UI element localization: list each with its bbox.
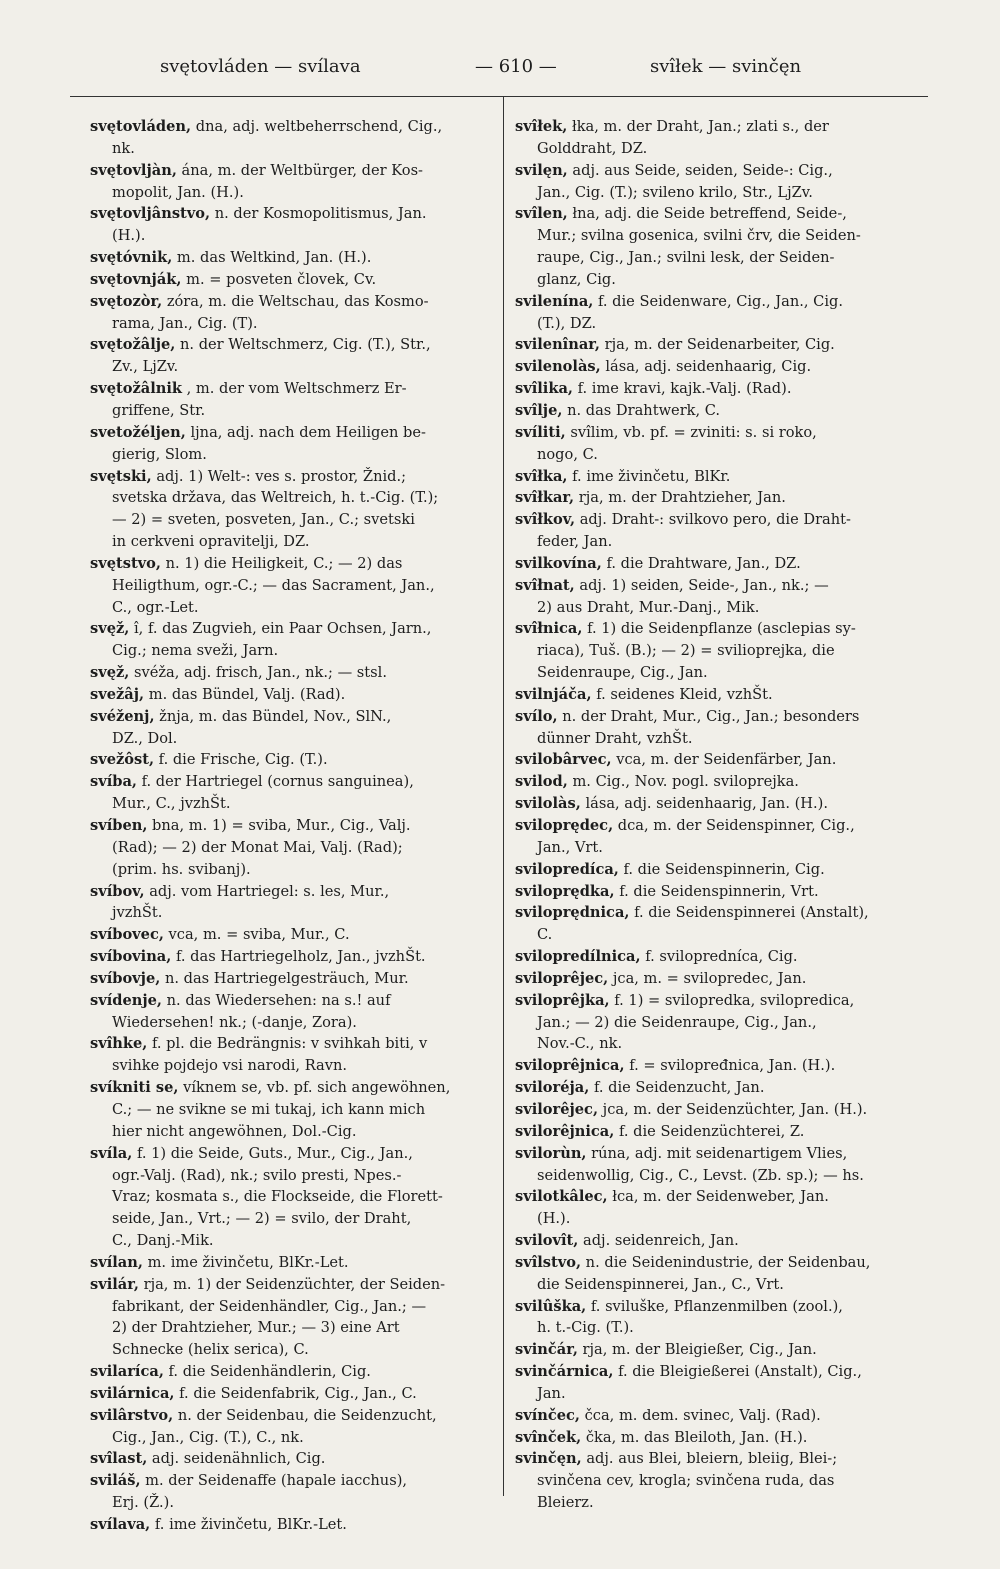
entry-headword: svíben, <box>90 817 148 834</box>
entry-headword: svílan, <box>90 1253 143 1271</box>
entry-definition: m. das Weltkind, Jan. (H.). <box>172 249 372 267</box>
entry-definition: łka, m. der Draht, Jan.; zlati s., der Golddraht, DZ. <box>537 118 829 157</box>
dictionary-entry <box>515 487 933 509</box>
entry-definition: f. die Seidenspinnerin, Vrt. <box>614 882 819 900</box>
dictionary-entry <box>515 1055 933 1077</box>
entry-definition: n. die Seidenindustrie, der Seidenbau, die Seidenspinnerei, Jan., C., Vrt. <box>537 1253 871 1293</box>
dictionary-entry <box>90 1470 490 1514</box>
dictionary-entry <box>90 1252 490 1274</box>
entry-definition: n. das Wiedersehen: na s.! auf Wiedersehen! nk.; (-danje, Zora). <box>112 991 391 1031</box>
entry-headword: svîłnat, <box>515 576 575 594</box>
column-divider <box>503 96 504 1496</box>
dictionary-entry <box>90 662 490 684</box>
entry-definition: n. 1) die Heiligkeit, C.; — 2) das Heiligthum, ogr.-C.; — das Sacrament, Jan., C., ogr.-Let. <box>112 554 435 616</box>
dictionary-entry <box>515 618 933 684</box>
entry-definition: n. das Hartriegelgesträuch, Mur. <box>160 969 409 987</box>
entry-headword: svilár, <box>90 1275 139 1293</box>
entry-headword: svilârstvo, <box>90 1406 174 1424</box>
entry-definition: jca, m. = svilopredec, Jan. <box>608 969 807 987</box>
dictionary-entry <box>515 1099 933 1121</box>
entry-headword: svîlstvo, <box>515 1253 582 1271</box>
entry-definition: f. die Seidenspinnerei (Anstalt), C. <box>537 904 869 944</box>
entry-headword: sviloprêjnica, <box>515 1057 625 1075</box>
dictionary-entry <box>90 618 490 662</box>
dictionary-entry <box>90 334 490 378</box>
entry-headword: svinčár, <box>515 1341 578 1359</box>
dictionary-entry <box>515 749 933 771</box>
dictionary-entry <box>90 1361 490 1383</box>
entry-definition: , m. der vom Weltschmerz Er- griffene, Str. <box>112 380 407 419</box>
entry-headword: svętožâlnik <box>90 380 183 398</box>
entry-headword: svîlast, <box>90 1450 148 1468</box>
entry-definition: f. ime živinčetu, BlKr.-Let. <box>150 1516 347 1533</box>
entry-definition: f. die Seidenware, Cig., Jan., Cig. (T.), DZ. <box>537 292 843 332</box>
entry-definition: m. der Seidenaffe (hapale iacchus), Erj. (Ž.). <box>112 1472 408 1512</box>
entry-headword: sviloréja, <box>515 1079 590 1097</box>
dictionary-entry <box>515 1427 933 1449</box>
entry-definition: čka, m. das Bleiloth, Jan. (H.). <box>581 1428 808 1446</box>
entry-headword: svîlen, <box>515 205 568 223</box>
dictionary-entry <box>515 356 933 378</box>
dictionary-entry <box>90 1514 490 1536</box>
entry-headword: svíbov, <box>90 882 145 900</box>
entry-definition: f. pl. die Bedrängnis: v svihkah biti, v svihke pojdejo vsi narodi, Ravn. <box>112 1035 428 1075</box>
entry-definition: rja, m. der Drahtzieher, Jan. <box>574 489 786 507</box>
header-rule <box>70 96 928 97</box>
entry-headword: svîłkov, <box>515 511 576 529</box>
dictionary-entry <box>90 116 490 160</box>
entry-definition: n. der Weltschmerz, Cig. (T.), Str., Zv., LjZv. <box>112 336 431 376</box>
entry-headword: svîłnica, <box>515 620 583 638</box>
dictionary-entry <box>90 1405 490 1449</box>
dictionary-entry <box>515 378 933 400</box>
header-left-guideword: svętovláden — svílava <box>160 56 361 77</box>
entry-definition: f. sviluške, Pflanzenmilben (zool.), h. t.-Cig. (T.). <box>537 1297 843 1337</box>
header-right-guideword: svîłek — svinčęn <box>650 56 802 77</box>
entry-headword: sviloprędec, <box>515 817 614 834</box>
entry-definition: svéža, adj. frisch, Jan., nk.; — stsl. <box>129 664 387 682</box>
entry-headword: svętovláden, <box>90 118 192 135</box>
dictionary-entry <box>90 269 490 291</box>
entry-definition: f. ime živinčetu, BlKr. <box>567 467 731 485</box>
dictionary-entry <box>515 509 933 553</box>
dictionary-entry <box>90 946 490 968</box>
entry-definition: zóra, m. die Weltschau, das Kosmo- rama, Jan., Cig. (T). <box>112 292 429 332</box>
entry-headword: svilotkâlec, <box>515 1188 608 1206</box>
entry-headword: svílava, <box>90 1516 151 1533</box>
entry-definition: adj. 1) Welt-: ves s. prostor, Žnid.; svetska država, das Weltreich, h. t.-Cig. (T.); — 2) = sveten, posveten, Jan., C.; svetski in cerkveni opravitelji, DZ. <box>112 467 439 551</box>
entry-definition: bna, m. 1) = sviba, Mur., Cig., Valj. (Rad); — 2) der Monat Mai, Valj. (Rad); (prim. hs. svibanj). <box>112 817 411 878</box>
dictionary-entry <box>90 815 490 881</box>
entry-definition: f. die Drahtware, Jan., DZ. <box>601 554 801 572</box>
dictionary-entry <box>515 793 933 815</box>
entry-definition: m. das Bündel, Valj. (Rad). <box>144 685 346 703</box>
dictionary-entry <box>515 968 933 990</box>
dictionary-entry <box>515 902 933 946</box>
dictionary-entry <box>515 422 933 466</box>
dictionary-entry <box>515 859 933 881</box>
entry-headword: sviloprêjec, <box>515 969 609 987</box>
entry-headword: svęž, <box>90 664 130 682</box>
dictionary-entry <box>90 1033 490 1077</box>
entry-headword: svilęn, <box>515 161 568 179</box>
entry-headword: svilnjáča, <box>515 685 592 703</box>
dictionary-entry <box>515 1448 933 1514</box>
entry-definition: f. die Seidenzüchterei, Z. <box>614 1122 805 1140</box>
dictionary-entry <box>515 815 933 859</box>
entry-definition: f. 1) = svilopredka, svilopredica, Jan.; — 2) die Seidenraupe, Cig., Jan., Nov.-C., nk. <box>537 991 855 1053</box>
entry-headword: svîłkar, <box>515 489 575 507</box>
entry-definition: rúna, adj. mit seidenartigem Vlies, seidenwollig, Cig., C., Levst. (Zb. sp.); — hs. <box>537 1144 864 1184</box>
dictionary-entry <box>90 771 490 815</box>
entry-headword: svilolàs, <box>515 795 581 813</box>
entry-definition: vca, m. = sviba, Mur., C. <box>163 926 350 944</box>
entry-definition: m. Cig., Nov. pogl. sviloprejka. <box>567 773 799 791</box>
entry-definition: f. svilopredníca, Cig. <box>640 948 798 966</box>
entry-definition: víknem se, vb. pf. sich angewöhnen, C.; — ne svikne se mi tukaj, ich kann mich hier nicht angewöhnen, Dol.-Cig. <box>112 1079 451 1140</box>
entry-headword: svętovljânstvo, <box>90 205 211 223</box>
dictionary-entry <box>515 553 933 575</box>
entry-definition: f. 1) die Seidenpflanze (asclepias sy- riaca), Tuš. (B.); — 2) = svilioprejka, die Seidenraupe, Cig., Jan. <box>537 620 856 682</box>
dictionary-entry <box>90 378 490 422</box>
entry-definition: vca, m. der Seidenfärber, Jan. <box>611 751 837 769</box>
entry-headword: svídenje, <box>90 991 162 1009</box>
entry-definition: adj. aus Seide, seiden, Seide-: Cig., Jan., Cig. (T.); svileno krilo, Str., LjZv. <box>537 161 833 201</box>
dictionary-entry <box>515 946 933 968</box>
entry-headword: svilaríca, <box>90 1363 164 1381</box>
entry-headword: svîhke, <box>90 1035 148 1053</box>
entry-headword: svilopredíca, <box>515 860 619 878</box>
entry-headword: svežâj, <box>90 685 145 703</box>
dictionary-entry <box>90 1448 490 1470</box>
entry-headword: svinčárnica, <box>515 1363 614 1381</box>
entry-definition: łna, adj. die Seide betreffend, Seide-, Mur.; svilna gosenica, svilni črv, die Seiden- raupe, Cig., Jan.; svilni lesk, der Seiden- glanz, Cig. <box>537 205 861 288</box>
entry-headword: svíliti, <box>515 423 566 441</box>
entry-definition: žnja, m. das Bündel, Nov., SlN., DZ., Dol. <box>112 707 392 747</box>
entry-headword: svíla, <box>90 1144 133 1162</box>
dictionary-entry <box>515 575 933 619</box>
dictionary-entry <box>515 1121 933 1143</box>
entry-headword: svîłka, <box>515 467 568 485</box>
entry-definition: jca, m. der Seidenzüchter, Jan. (H.). <box>598 1100 868 1118</box>
entry-headword: svilenína, <box>515 292 594 310</box>
entry-definition: dna, adj. weltbeherrschend, Cig., nk. <box>112 118 443 157</box>
entry-definition: f. seidenes Kleid, vzhŠt. <box>591 685 773 703</box>
entry-headword: svilenînar, <box>515 336 600 354</box>
entry-headword: svilkovína, <box>515 554 602 572</box>
entry-headword: svíkniti se, <box>90 1079 179 1097</box>
entry-definition: î, f. das Zugvieh, ein Paar Ochsen, Jarn., Cig.; nema sveži, Jarn. <box>112 620 432 660</box>
dictionary-entry <box>515 400 933 422</box>
entry-headword: svilobârvec, <box>515 751 612 769</box>
dictionary-entry <box>90 291 490 335</box>
entry-definition: f. die Seidenspinnerin, Cig. <box>618 860 825 878</box>
entry-definition: f. die Seidenzucht, Jan. <box>589 1079 765 1097</box>
dictionary-entry <box>515 1143 933 1187</box>
entry-definition: svîlim, vb. pf. = zviniti: s. si roko, nogo, C. <box>537 423 817 463</box>
entry-definition: ána, m. der Weltbürger, der Kos- mopolit, Jan. (H.). <box>112 161 423 201</box>
entry-headword: svilorùn, <box>515 1144 587 1162</box>
entry-headword: sviloprędnica, <box>515 904 630 922</box>
dictionary-entry <box>515 1077 933 1099</box>
dictionary-entry <box>515 1296 933 1340</box>
dictionary-entry <box>90 160 490 204</box>
dictionary-entry <box>515 1186 933 1230</box>
entry-definition: m. = posveten človek, Cv. <box>181 270 377 288</box>
entry-headword: svíbovina, <box>90 948 172 966</box>
entry-definition: m. ime živinčetu, BlKr.-Let. <box>142 1253 349 1271</box>
entry-definition: adj. seidenreich, Jan. <box>578 1232 739 1250</box>
dictionary-entry <box>515 706 933 750</box>
entry-headword: sviloprêjka, <box>515 991 610 1009</box>
entry-definition: f. ime kravi, kajk.-Valj. (Rad). <box>572 380 792 398</box>
entry-headword: svilopredílnica, <box>515 948 641 966</box>
entry-headword: svílo, <box>515 707 558 725</box>
entry-definition: f. die Frische, Cig. (T.). <box>154 751 328 769</box>
entry-headword: svilenolàs, <box>515 358 601 376</box>
entry-definition: n. der Seidenbau, die Seidenzucht, Cig., Jan., Cig. (T.), C., nk. <box>112 1406 437 1446</box>
entry-headword: svętovljàn, <box>90 161 177 179</box>
entry-definition: adj. Draht-: svilkovo pero, die Draht- feder, Jan. <box>537 511 851 551</box>
dictionary-entry <box>90 1383 490 1405</box>
entry-headword: svętski, <box>90 467 152 485</box>
entry-headword: svinčęn, <box>515 1450 582 1468</box>
dictionary-entry <box>90 968 490 990</box>
dictionary-entry <box>515 466 933 488</box>
entry-definition: dca, m. der Seidenspinner, Cig., Jan., Vrt. <box>537 817 855 856</box>
entry-definition: ljna, adj. nach dem Heiligen be- gierig, Slom. <box>112 423 426 463</box>
dictionary-entry <box>90 749 490 771</box>
dictionary-entry <box>515 334 933 356</box>
entry-definition: f. der Hartriegel (cornus sanguinea), Mur., C., jvzhŠt. <box>112 773 414 813</box>
dictionary-entry <box>90 422 490 466</box>
dictionary-entry <box>515 160 933 204</box>
dictionary-entry <box>90 1274 490 1361</box>
dictionary-entry <box>515 203 933 290</box>
entry-definition: adj. aus Blei, bleiern, bleiig, Blei-; svinčena cev, krogla; svinčena ruda, das Bleierz. <box>537 1450 838 1512</box>
entry-definition: n. das Drahtwerk, C. <box>562 401 721 419</box>
entry-headword: svętóvnik, <box>90 249 173 267</box>
entry-headword: svíbovje, <box>90 969 161 987</box>
entry-headword: svętovnják, <box>90 270 182 288</box>
entry-headword: svilûška, <box>515 1297 587 1315</box>
dictionary-entry <box>515 771 933 793</box>
dictionary-entry <box>515 116 933 160</box>
entry-headword: svilorêjec, <box>515 1100 599 1118</box>
dictionary-entry <box>90 203 490 247</box>
entry-headword: svętstvo, <box>90 554 161 572</box>
dictionary-entry <box>90 553 490 619</box>
dictionary-entry <box>515 291 933 335</box>
dictionary-entry <box>515 1230 933 1252</box>
dictionary-entry <box>90 466 490 553</box>
entry-headword: sviloprędka, <box>515 882 615 900</box>
entry-definition: adj. 1) seiden, Seide-, Jan., nk.; — 2) aus Draht, Mur.-Danj., Mik. <box>537 576 829 616</box>
entry-headword: sviláš, <box>90 1472 141 1490</box>
dictionary-entry <box>515 684 933 706</box>
dictionary-entry <box>90 684 490 706</box>
entry-definition: f. das Hartriegelholz, Jan., jvzhŠt. <box>171 948 426 966</box>
entry-headword: svętozòr, <box>90 292 163 310</box>
dictionary-entry <box>90 990 490 1034</box>
entry-definition: rja, m. 1) der Seidenzüchter, der Seiden- fabrikant, der Seidenhändler, Cig., Jan.; — 2) der Drahtzieher, Mur.; — 3) eine Art Schnecke (helix serica), C. <box>112 1275 446 1359</box>
dictionary-entry <box>90 706 490 750</box>
entry-headword: svęž, <box>90 620 130 638</box>
entry-headword: svežôst, <box>90 751 155 769</box>
entry-definition: f. die Seidenhändlerin, Cig. <box>163 1363 371 1381</box>
entry-definition: lása, adj. seidenhaarig, Jan. (H.). <box>580 795 829 813</box>
entry-definition: n. der Kosmopolitismus, Jan. (H.). <box>112 205 427 245</box>
entry-headword: svilárnica, <box>90 1384 175 1402</box>
entry-definition: f. die Seidenfabrik, Cig., Jan., C. <box>174 1384 417 1402</box>
dictionary-entry <box>515 990 933 1056</box>
dictionary-entry <box>515 1361 933 1405</box>
entry-definition: lása, adj. seidenhaarig, Cig. <box>600 358 812 376</box>
left-column <box>90 116 490 1536</box>
entry-headword: svîłek, <box>515 118 568 135</box>
entry-definition: adj. vom Hartriegel: s. les, Mur., jvzhŠt. <box>112 882 390 922</box>
dictionary-entry <box>90 881 490 925</box>
right-column <box>515 116 933 1514</box>
entry-headword: svéženj, <box>90 707 155 725</box>
dictionary-entry <box>90 924 490 946</box>
entry-definition: f. = svilopređnica, Jan. (H.). <box>624 1057 836 1075</box>
dictionary-entry <box>90 247 490 269</box>
page-number: — 610 — <box>475 56 557 77</box>
entry-definition: čca, m. dem. svinec, Valj. (Rad). <box>580 1406 821 1424</box>
entry-headword: svętožâlje, <box>90 336 176 354</box>
dictionary-entry <box>515 1339 933 1361</box>
entry-headword: svíbovec, <box>90 926 164 944</box>
entry-headword: svilovît, <box>515 1232 579 1250</box>
dictionary-entry <box>515 1405 933 1427</box>
entry-headword: svínčec, <box>515 1406 580 1424</box>
entry-headword: svilorêjnica, <box>515 1122 615 1140</box>
entry-definition: rja, m. der Seidenarbeiter, Cig. <box>600 336 835 354</box>
dictionary-entry <box>90 1077 490 1143</box>
entry-headword: svîlika, <box>515 380 573 398</box>
dictionary-entry <box>515 881 933 903</box>
entry-headword: svilod, <box>515 773 568 791</box>
entry-definition: adj. seidenähnlich, Cig. <box>147 1450 326 1468</box>
entry-definition: n. der Draht, Mur., Cig., Jan.; besonders dünner Draht, vzhŠt. <box>537 707 860 747</box>
entry-headword: svetožéljen, <box>90 423 186 441</box>
entry-definition: rja, m. der Bleigießer, Cig., Jan. <box>577 1341 817 1359</box>
entry-headword: svînček, <box>515 1428 582 1446</box>
entry-headword: svíba, <box>90 773 137 791</box>
entry-definition: łca, m. der Seidenweber, Jan. (H.). <box>537 1188 829 1228</box>
entry-definition: f. die Bleigießerei (Anstalt), Cig., Jan. <box>537 1363 862 1402</box>
dictionary-entry <box>515 1252 933 1296</box>
page-header <box>110 52 930 82</box>
dictionary-entry <box>90 1143 490 1252</box>
entry-headword: svîlje, <box>515 401 563 419</box>
entry-definition: f. 1) die Seide, Guts., Mur., Cig., Jan., ogr.-Valj. (Rad), nk.; svilo presti, Npes.- Vraz; kosmata s., die Flockseide, die Florett- seide, Jan., Vrt.; — 2) = svilo, der Draht, C., Danj.-Mik. <box>112 1144 443 1250</box>
